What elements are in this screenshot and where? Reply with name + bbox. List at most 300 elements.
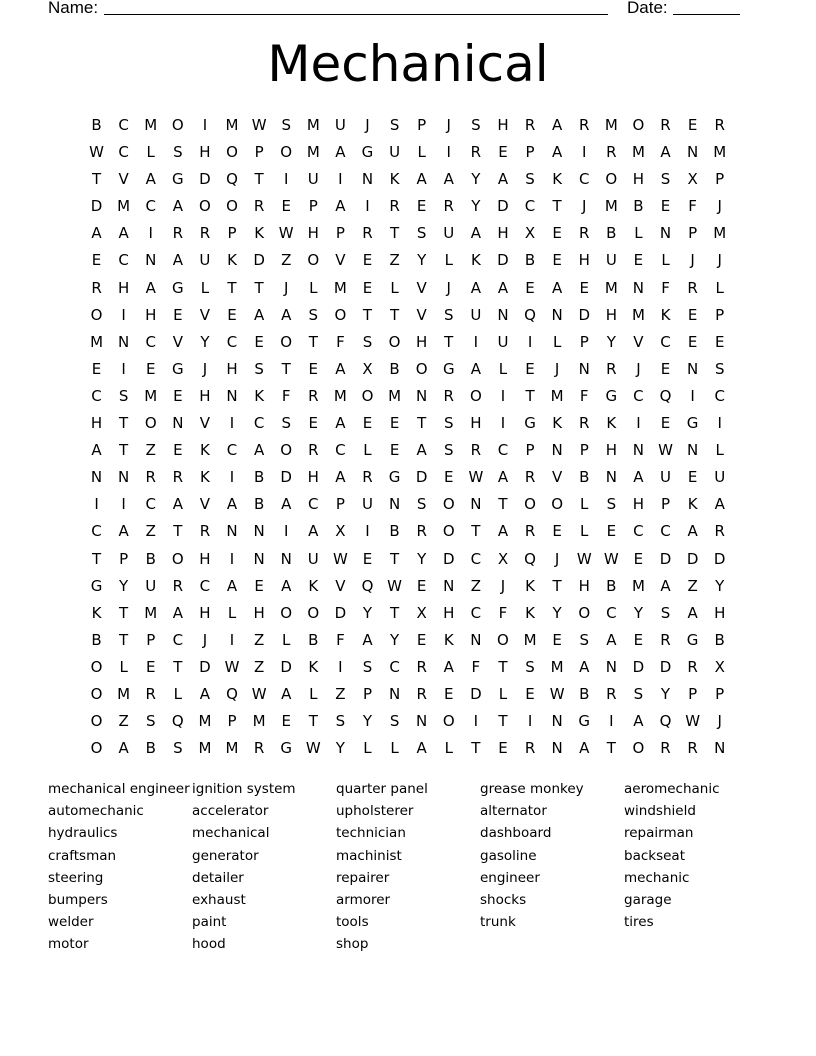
- grid-letter: S: [281, 414, 291, 433]
- grid-letter: S: [579, 630, 589, 649]
- grid-letter: E: [389, 441, 400, 460]
- grid-letter: N: [226, 386, 238, 405]
- grid-letter: A: [172, 603, 183, 622]
- grid-letter: H: [497, 116, 509, 134]
- grid-letter: J: [446, 116, 451, 134]
- grid-letter: W: [468, 468, 484, 487]
- word-list-item: tools: [336, 914, 369, 931]
- grid-letter: K: [687, 495, 698, 514]
- grid-letter: B: [91, 116, 102, 134]
- grid-letter: C: [308, 495, 319, 514]
- grid-letter: M: [631, 305, 645, 324]
- grid-row: [83, 464, 733, 491]
- grid-letter: A: [253, 305, 265, 324]
- word-list-column: [192, 778, 336, 956]
- grid-letter: E: [362, 549, 373, 568]
- grid-letter: A: [118, 522, 129, 541]
- grid-letter: K: [552, 170, 563, 189]
- grid-letter: P: [335, 224, 345, 243]
- grid-letter: O: [226, 143, 238, 162]
- word-list-item: mechanical engineer: [48, 781, 190, 797]
- grid-letter: P: [579, 332, 589, 351]
- grid-letter: D: [199, 170, 211, 189]
- grid-letter: R: [687, 278, 698, 297]
- grid-letter: C: [660, 522, 671, 541]
- grid-letter: T: [119, 630, 129, 649]
- grid-letter: F: [688, 197, 697, 216]
- grid-letter: I: [527, 712, 533, 731]
- grid-letter: X: [497, 549, 509, 568]
- grid-letter: A: [226, 495, 238, 514]
- grid-letter: O: [307, 251, 320, 270]
- grid-letter: L: [498, 684, 508, 703]
- grid-letter: Z: [145, 441, 156, 460]
- grid-letter: N: [551, 441, 563, 460]
- grid-letter: E: [660, 414, 671, 433]
- grid-letter: T: [308, 712, 318, 731]
- grid-letter: L: [444, 739, 453, 758]
- grid-letter: H: [605, 305, 617, 324]
- grid-letter: T: [173, 522, 183, 541]
- word-list-item: generator: [192, 847, 259, 864]
- grid-letter: A: [714, 495, 725, 514]
- grid-letter: Z: [253, 657, 265, 676]
- grid-letter: A: [606, 630, 617, 649]
- grid-letter: Y: [119, 576, 129, 595]
- grid-letter: B: [714, 630, 725, 649]
- grid-letter: S: [389, 116, 400, 134]
- grid-letter: C: [118, 116, 129, 134]
- grid-letter: A: [172, 251, 183, 270]
- grid-letter: E: [498, 143, 508, 162]
- grid-row: [83, 681, 733, 708]
- grid-letter: O: [226, 197, 238, 216]
- grid-letter: S: [606, 495, 617, 514]
- grid-letter: R: [579, 224, 590, 243]
- grid-letter: C: [660, 332, 671, 351]
- grid-letter: A: [253, 441, 265, 460]
- grid-letter: L: [282, 630, 291, 649]
- grid-letter: S: [145, 712, 156, 731]
- grid-letter: F: [498, 603, 508, 622]
- grid-letter: D: [415, 468, 428, 487]
- grid-letter: I: [283, 522, 289, 541]
- grid-letter: T: [308, 332, 318, 351]
- grid-letter: R: [714, 522, 725, 541]
- grid-letter: D: [632, 657, 645, 676]
- grid-letter: C: [524, 197, 536, 216]
- grid-letter: L: [200, 278, 210, 297]
- grid-letter: E: [173, 305, 183, 324]
- grid-row: [83, 573, 733, 600]
- grid-letter: L: [309, 684, 318, 703]
- grid-letter: E: [416, 630, 427, 649]
- word-list-item: detailer: [192, 869, 244, 886]
- grid-letter: O: [171, 116, 184, 134]
- grid-letter: S: [173, 739, 183, 758]
- grid-letter: Y: [335, 739, 345, 758]
- grid-letter: M: [198, 712, 212, 731]
- grid-letter: K: [606, 414, 617, 433]
- grid-letter: I: [365, 197, 370, 216]
- grid-letter: A: [687, 603, 698, 622]
- grid-letter: J: [690, 251, 695, 270]
- grid-letter: A: [552, 278, 563, 297]
- grid-letter: E: [173, 386, 183, 405]
- word-list-item: garage: [624, 891, 672, 908]
- grid-letter: M: [198, 739, 212, 758]
- grid-letter: Y: [660, 684, 671, 703]
- grid-letter: T: [389, 305, 400, 324]
- word-list-column: [336, 778, 480, 956]
- grid-letter: A: [145, 278, 156, 297]
- grid-letter: A: [416, 739, 427, 758]
- grid-letter: A: [335, 414, 346, 433]
- grid-letter: H: [714, 603, 726, 622]
- grid-letter: R: [660, 630, 671, 649]
- grid-letter: C: [633, 386, 644, 405]
- grid-letter: K: [308, 657, 319, 676]
- grid-letter: O: [144, 414, 157, 433]
- grid-letter: D: [659, 657, 672, 676]
- grid-letter: E: [633, 251, 644, 270]
- grid-letter: N: [714, 739, 726, 758]
- grid-row: [83, 518, 733, 545]
- grid-letter: P: [660, 495, 671, 514]
- grid-letter: C: [470, 549, 482, 568]
- grid-letter: D: [334, 603, 347, 622]
- grid-letter: M: [90, 332, 104, 351]
- grid-letter: R: [253, 197, 265, 216]
- grid-row: [83, 383, 733, 410]
- grid-letter: T: [119, 441, 129, 460]
- grid-letter: N: [145, 251, 157, 270]
- grid-letter: T: [552, 576, 562, 595]
- grid-letter: O: [524, 495, 536, 514]
- grid-letter: E: [552, 224, 562, 243]
- grid-letter: E: [552, 251, 562, 270]
- grid-letter: J: [202, 359, 208, 378]
- grid-letter: K: [91, 603, 102, 622]
- grid-letter: I: [365, 522, 370, 541]
- grid-letter: T: [417, 414, 427, 433]
- grid-letter: E: [687, 305, 698, 324]
- grid-letter: E: [362, 251, 373, 270]
- grid-letter: E: [687, 468, 698, 487]
- grid-letter: R: [579, 116, 590, 134]
- grid-row: [83, 735, 733, 762]
- grid-letter: M: [713, 224, 727, 243]
- grid-letter: H: [307, 224, 319, 243]
- grid-letter: R: [470, 143, 482, 162]
- grid-letter: I: [229, 468, 235, 487]
- grid-letter: T: [389, 603, 400, 622]
- grid-letter: Q: [659, 712, 672, 731]
- grid-letter: O: [90, 739, 103, 758]
- grid-letter: U: [714, 468, 726, 487]
- grid-letter: T: [254, 278, 264, 297]
- grid-letter: M: [631, 143, 645, 162]
- grid-letter: A: [281, 495, 292, 514]
- grid-letter: L: [552, 332, 562, 351]
- name-label: Name:: [48, 0, 99, 17]
- word-list-item: backseat: [624, 847, 685, 864]
- grid-letter: K: [308, 576, 319, 595]
- grid-letter: O: [551, 495, 564, 514]
- grid-letter: E: [145, 657, 156, 676]
- grid-letter: K: [200, 441, 210, 460]
- grid-row: [83, 600, 733, 627]
- grid-letter: X: [687, 170, 698, 189]
- grid-letter: S: [118, 386, 129, 405]
- grid-letter: P: [227, 224, 237, 243]
- letter-grid: [83, 112, 733, 762]
- grid-letter: X: [714, 657, 725, 676]
- grid-letter: P: [525, 143, 535, 162]
- grid-row: [83, 220, 733, 247]
- grid-letter: S: [444, 305, 454, 324]
- grid-letter: L: [119, 657, 128, 676]
- grid-letter: S: [714, 359, 725, 378]
- word-list-item: accelerator: [192, 803, 269, 820]
- grid-letter: I: [121, 359, 126, 378]
- grid-letter: I: [609, 712, 614, 731]
- grid-letter: R: [389, 197, 400, 216]
- grid-letter: F: [281, 386, 291, 405]
- grid-letter: A: [579, 657, 590, 676]
- word-list-item: aeromechanic: [624, 781, 720, 797]
- grid-letter: A: [172, 197, 183, 216]
- grid-letter: O: [361, 386, 374, 405]
- grid-letter: I: [582, 143, 587, 162]
- word-list-item: windshield: [624, 803, 696, 820]
- grid-letter: L: [634, 224, 643, 243]
- grid-letter: Q: [226, 684, 238, 703]
- word-list-item: hydraulics: [48, 825, 118, 842]
- grid-letter: S: [173, 143, 183, 162]
- grid-letter: L: [580, 495, 589, 514]
- grid-letter: E: [660, 197, 671, 216]
- grid-letter: J: [636, 359, 641, 378]
- grid-row: [83, 166, 733, 193]
- grid-letter: D: [199, 657, 211, 676]
- word-list-item: motor: [48, 936, 89, 953]
- grid-letter: M: [604, 116, 618, 134]
- grid-letter: A: [416, 170, 427, 189]
- grid-letter: A: [660, 576, 671, 595]
- grid-letter: A: [470, 224, 481, 243]
- grid-letter: A: [443, 657, 454, 676]
- word-list-item: paint: [192, 914, 227, 931]
- grid-letter: K: [389, 170, 400, 189]
- grid-letter: C: [497, 441, 509, 460]
- grid-letter: R: [579, 414, 590, 433]
- grid-letter: Y: [200, 332, 210, 351]
- grid-letter: I: [229, 414, 235, 433]
- grid-letter: R: [172, 224, 184, 243]
- grid-letter: S: [389, 712, 400, 731]
- grid-letter: O: [632, 116, 645, 134]
- grid-letter: W: [685, 712, 701, 731]
- grid-letter: D: [497, 251, 509, 270]
- grid-row: [83, 356, 733, 383]
- grid-letter: H: [497, 224, 509, 243]
- grid-letter: E: [606, 522, 617, 541]
- grid-letter: V: [199, 305, 211, 324]
- grid-letter: A: [660, 143, 671, 162]
- grid-letter: X: [335, 522, 346, 541]
- grid-row: [83, 654, 733, 681]
- grid-letter: E: [416, 576, 427, 595]
- grid-row: [83, 193, 733, 220]
- grid-letter: B: [579, 684, 590, 703]
- grid-letter: S: [362, 657, 373, 676]
- grid-letter: H: [118, 278, 130, 297]
- grid-letter: N: [443, 576, 455, 595]
- grid-letter: N: [686, 441, 699, 460]
- grid-letter: O: [388, 332, 401, 351]
- grid-letter: I: [473, 712, 479, 731]
- grid-letter: V: [416, 305, 427, 324]
- grid-letter: I: [121, 495, 126, 514]
- grid-letter: R: [524, 739, 536, 758]
- grid-letter: P: [715, 684, 725, 703]
- grid-row: [83, 627, 733, 654]
- grid-letter: H: [199, 549, 211, 568]
- grid-letter: N: [280, 549, 292, 568]
- grid-letter: G: [172, 359, 184, 378]
- grid-letter: E: [714, 332, 725, 351]
- grid-letter: R: [660, 116, 671, 134]
- grid-letter: E: [552, 630, 562, 649]
- grid-letter: E: [91, 251, 102, 270]
- grid-letter: D: [713, 549, 726, 568]
- grid-letter: Y: [633, 603, 643, 622]
- grid-letter: A: [497, 468, 509, 487]
- grid-letter: Z: [281, 251, 292, 270]
- grid-letter: W: [224, 657, 240, 676]
- grid-letter: O: [280, 143, 293, 162]
- grid-letter: T: [91, 549, 102, 568]
- grid-letter: A: [579, 739, 590, 758]
- grid-letter: M: [117, 197, 131, 216]
- grid-letter: H: [578, 251, 590, 270]
- grid-letter: R: [524, 468, 536, 487]
- grid-letter: V: [172, 332, 183, 351]
- grid-letter: L: [498, 359, 508, 378]
- grid-letter: T: [471, 739, 481, 758]
- grid-letter: C: [389, 657, 400, 676]
- grid-letter: Y: [417, 549, 427, 568]
- grid-letter: W: [658, 441, 673, 460]
- grid-letter: J: [554, 549, 560, 568]
- grid-letter: T: [525, 386, 535, 405]
- grid-letter: B: [389, 522, 400, 541]
- grid-letter: E: [362, 414, 373, 433]
- grid-letter: H: [199, 603, 211, 622]
- grid-letter: E: [254, 576, 264, 595]
- grid-letter: E: [552, 522, 562, 541]
- word-list-item: steering: [48, 869, 104, 886]
- grid-letter: M: [333, 278, 347, 297]
- grid-letter: H: [578, 576, 590, 595]
- grid-letter: C: [226, 332, 238, 351]
- word-list-item: gasoline: [480, 847, 537, 864]
- grid-letter: A: [443, 170, 454, 189]
- grid-letter: B: [253, 468, 265, 487]
- word-list-item: trunk: [480, 914, 516, 931]
- grid-letter: R: [199, 522, 211, 541]
- grid-letter: U: [334, 116, 346, 134]
- word-list-item: mechanic: [624, 869, 690, 886]
- grid-letter: A: [552, 143, 563, 162]
- grid-letter: M: [604, 197, 618, 216]
- grid-letter: N: [253, 522, 265, 541]
- grid-letter: X: [416, 603, 427, 622]
- grid-letter: C: [606, 603, 617, 622]
- grid-letter: N: [118, 468, 130, 487]
- grid-letter: L: [580, 522, 589, 541]
- grid-letter: P: [688, 224, 698, 243]
- grid-letter: S: [525, 170, 535, 189]
- grid-row: [83, 302, 733, 329]
- grid-letter: Y: [715, 576, 725, 595]
- grid-letter: A: [118, 739, 129, 758]
- grid-letter: L: [444, 251, 453, 270]
- grid-letter: C: [145, 495, 156, 514]
- grid-letter: N: [578, 359, 590, 378]
- grid-letter: A: [91, 441, 102, 460]
- grid-letter: P: [362, 684, 372, 703]
- word-list-item: exhaust: [192, 891, 246, 908]
- grid-letter: I: [500, 414, 506, 433]
- grid-letter: S: [660, 603, 671, 622]
- grid-letter: T: [498, 657, 508, 676]
- grid-letter: S: [254, 359, 264, 378]
- grid-letter: E: [362, 278, 373, 297]
- grid-letter: A: [633, 712, 644, 731]
- grid-letter: R: [660, 739, 671, 758]
- grid-letter: K: [200, 468, 210, 487]
- grid-letter: K: [254, 386, 265, 405]
- grid-letter: B: [606, 224, 617, 243]
- grid-letter: N: [659, 224, 672, 243]
- grid-letter: C: [714, 386, 725, 405]
- grid-letter: O: [632, 739, 645, 758]
- grid-letter: J: [446, 278, 451, 297]
- grid-letter: R: [606, 684, 617, 703]
- grid-letter: V: [633, 332, 644, 351]
- grid-letter: Z: [687, 576, 698, 595]
- grid-letter: R: [172, 576, 184, 595]
- grid-letter: I: [121, 305, 126, 324]
- grid-letter: L: [227, 603, 237, 622]
- grid-letter: E: [498, 739, 508, 758]
- word-list-column: [48, 778, 192, 956]
- grid-letter: C: [172, 630, 184, 649]
- grid-letter: K: [227, 251, 237, 270]
- grid-letter: A: [118, 224, 129, 243]
- grid-letter: H: [199, 386, 211, 405]
- grid-letter: Y: [552, 603, 562, 622]
- grid-letter: G: [388, 468, 401, 487]
- grid-letter: Q: [524, 305, 536, 324]
- grid-letter: O: [415, 359, 428, 378]
- grid-letter: I: [717, 414, 722, 433]
- grid-letter: P: [308, 197, 318, 216]
- grid-letter: P: [417, 116, 427, 134]
- grid-letter: E: [687, 332, 698, 351]
